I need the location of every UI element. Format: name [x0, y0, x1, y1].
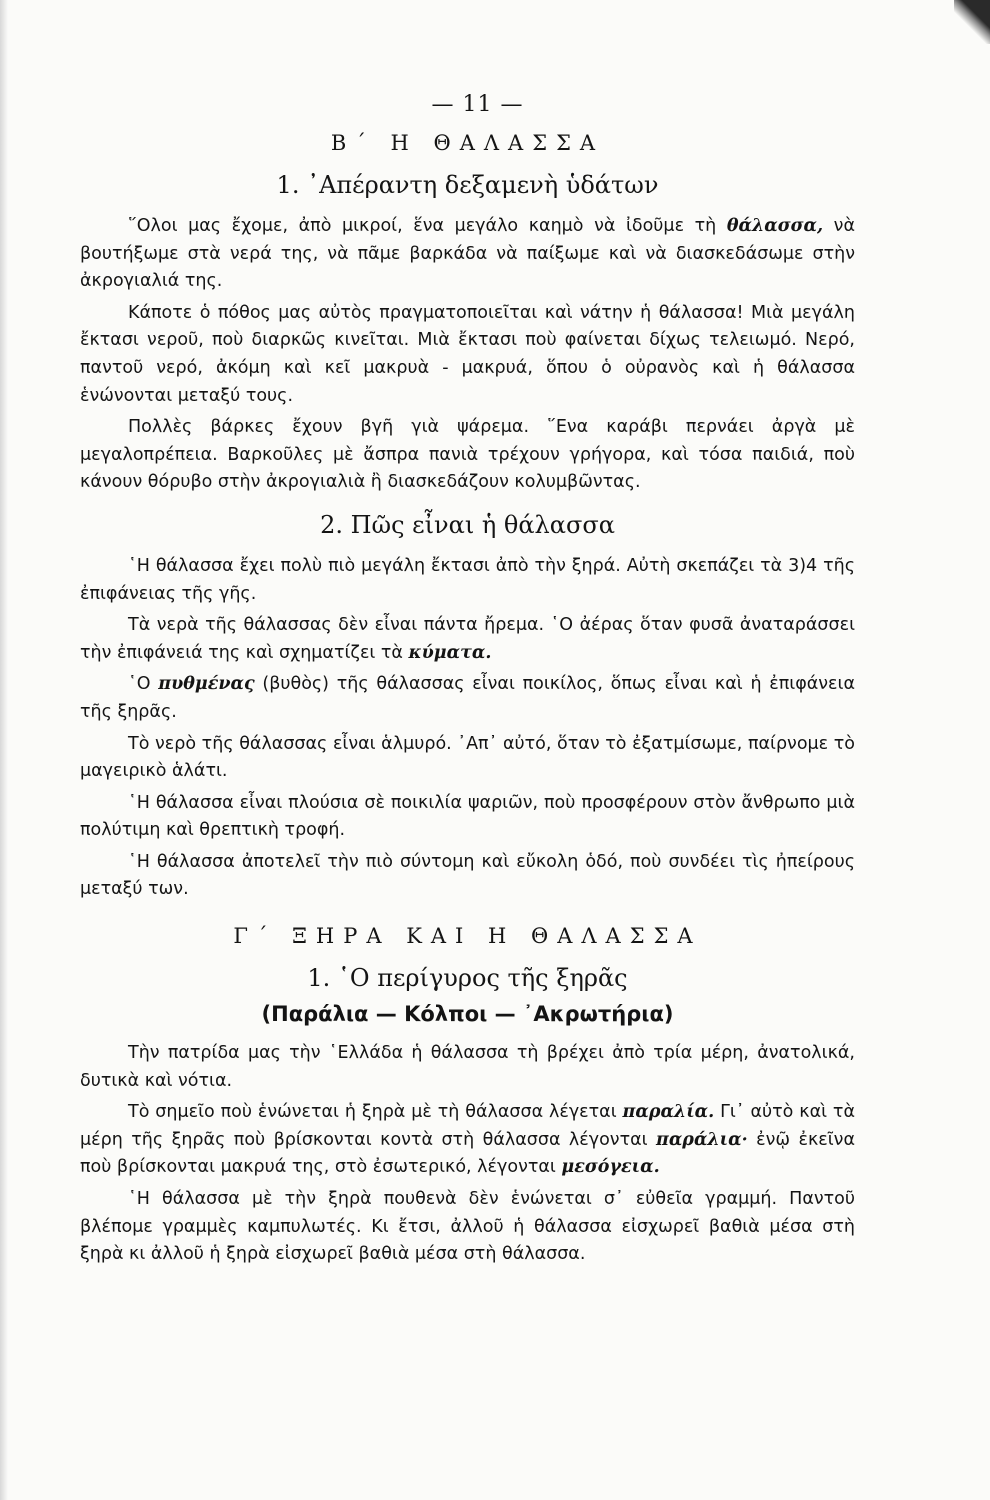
subsection-title-b2: 2. Πῶς εἶναι ἡ θάλασσα — [320, 510, 615, 539]
paragraph: ῾Η θάλασσα μὲ τὴν ξηρὰ πουθενὰ δὲν ἑνώνεται σ᾿ εὐθεῖα γραμμή. Παντοῦ βλέπομε γραμμὲς καμπυλωτές. Κι ἔτσι, ἀλλοῦ ἡ θάλασσα εἰσχωρεῖ βαθιὰ μέσα στὴ ξηρὰ κι ἀλλοῦ ἡ ξηρὰ εἰσχωρεῖ βαθιὰ μέσα στὴ θάλασσα. — [80, 1189, 855, 1265]
corner-fold — [954, 0, 990, 44]
paragraph — [80, 213, 855, 296]
section-heading-b: Β΄ Η ΘΑΛΑΣΣΑ — [330, 131, 605, 155]
paragraph: ῾Η θάλασσα ἀποτελεῖ τὴν πιὸ σύντομη καὶ εὔκολη ὁδό, ποὺ συνδέει τὶς ἠπείρους μεταξύ των. — [80, 851, 855, 900]
paragraph: ῾Η θάλασσα ἔχει πολὺ πιὸ μεγάλη ἔκτασι ἀπὸ τὴν ξηρά. Αὐτὴ σκεπάζει τὰ 3)4 τῆς ἐπιφάνειας τῆς γῆς. — [80, 555, 855, 604]
paragraph: Τὸ νερὸ τῆς θάλασσας εἶναι ἁλμυρό. ᾿Απ᾿ αὐτό, ὅταν τὸ ἐξατμίσωμε, παίρνομε τὸ μαγειρικὸ ἁλάτι. — [80, 733, 855, 782]
subsection-subtitle-c1: (Παράλια — Κόλποι — ᾿Ακρωτήρια) — [261, 1002, 674, 1027]
paragraph-text: νὰ βουτήξωμε στὰ νερά της, νὰ πᾶμε βαρκάδα νὰ παίξωμε καὶ νὰ διασκεδάσωμε στὴν ἀκρογιαλιά της. — [80, 216, 855, 292]
emphasis-term: παράλια· — [656, 1129, 748, 1150]
paragraph-text: (βυθὸς) τῆς θάλασσας εἶναι ποικίλος, ὅπως εἶναι καὶ ἡ ἐπιφάνεια τῆς ξηρᾶς. — [80, 674, 855, 722]
paragraph-text: ῾Ο — [128, 674, 151, 695]
page-edge-shadow — [0, 0, 8, 1500]
paragraph: Πολλὲς βάρκες ἔχουν βγῆ γιὰ ψάρεμα. ῞Ενα καράβι περνάει ἀργὰ μὲ μεγαλοπρέπεια. Βαρκοῦλες μὲ ἄσπρα πανιὰ τρέχουν γρήγορα, καὶ τόσα παιδιά, ποὺ κάνουν θόρυβο στὴν ἀκρογιαλιὰ ἢ διασκεδάζουν κολυμβῶντας. — [80, 417, 855, 493]
page-number: — 11 — — [431, 92, 524, 117]
paragraph: Κάποτε ὁ πόθος μας αὐτὸς πραγματοποιεῖται καὶ νάτην ἡ θάλασσα! Μιὰ μεγάλη ἔκτασι νεροῦ, ποὺ διαρκῶς κινεῖται. Μιὰ ἔκτασι ποὺ φαίνεται δίχως τελειωμό. Νερό, παντοῦ νερό, ἀκόμη καὶ κεῖ μακρυὰ - μακρυά, ὅπου ὁ οὐρανὸς καὶ ἡ θάλασσα ἑνώνονται μεταξύ τους. — [80, 302, 855, 406]
paragraph-text: ἐνῷ ἐκεῖνα ποὺ βρίσκονται μακρυά της, στὸ ἐσωτερικό, λέγονται — [80, 1129, 855, 1178]
emphasis-term: μεσόγεια. — [561, 1157, 660, 1178]
emphasis-term: κύματα. — [408, 642, 492, 663]
emphasis-term: θάλασσα, — [726, 216, 824, 236]
subsection-title-c1: 1. ῾Ο περίγυρος τῆς ξηρᾶς — [307, 964, 628, 993]
page-content — [80, 92, 855, 1273]
paragraph-text: Τὰ νερὰ τῆς θάλασσας δὲν εἶναι πάντα ἤρεμα. ῾Ο ἀέρας ὅταν φυσᾶ ἀναταράσσει τὴν ἐπιφάνειά της καὶ σχηματίζει τὰ — [80, 615, 855, 663]
paragraph-text: ῞Ολοι μας ἔχομε, ἀπὸ μικροί, ἕνα μεγάλο καημὸ νὰ ἰδοῦμε τὴ — [128, 216, 717, 236]
paragraph-text: Γι᾿ αὐτὸ καὶ τὰ μέρη τῆς ξηρᾶς ποὺ βρίσκονται κοντὰ στὴ θάλασσα λέγονται — [80, 1102, 855, 1150]
emphasis-term: παραλία. — [622, 1102, 715, 1123]
paragraph — [80, 612, 855, 667]
paragraph-text: Τὸ σημεῖο ποὺ ἑνώνεται ἡ ξηρὰ μὲ τὴ θάλασσα λέγεται — [128, 1102, 617, 1123]
subsection-title-b1: 1. ᾿Απέραντη δεξαμενὴ ὑδάτων — [276, 171, 659, 199]
paragraph: ῾Η θάλασσα εἶναι πλούσια σὲ ποικιλία ψαριῶν, ποὺ προσφέρουν στὸν ἄνθρωπο μιὰ πολύτιμη καὶ θρεπτικὴ τροφή. — [80, 792, 855, 841]
emphasis-term: πυθμένας — [158, 674, 255, 695]
paragraph — [80, 1099, 855, 1182]
paragraph — [80, 671, 855, 726]
section-heading-c: Γ΄ ΞΗΡΑ ΚΑΙ Η ΘΑΛΑΣΣΑ — [233, 924, 702, 949]
paragraph: Τὴν πατρίδα μας τὴν ῾Ελλάδα ἡ θάλασσα τὴ βρέχει ἀπὸ τρία μέρη, ἀνατολικά, δυτικὰ καὶ νότια. — [80, 1043, 855, 1091]
